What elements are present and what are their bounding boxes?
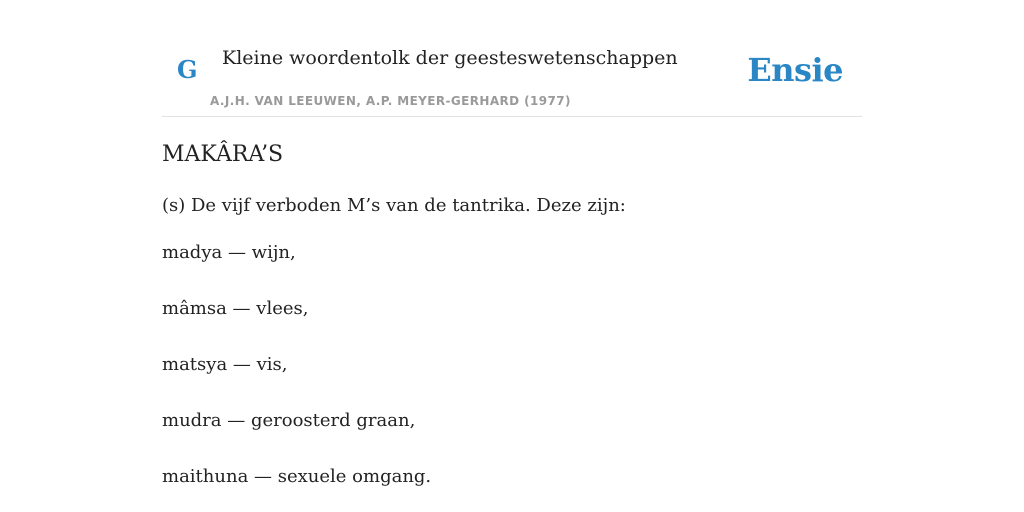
entry-title: MAKÂRA’S — [162, 142, 284, 167]
entry-line-matsya: matsya — vis, — [162, 354, 288, 375]
book-title-link[interactable]: Kleine woordentolk der geesteswetenschappen — [222, 47, 678, 69]
entry-line-mamsa: mâmsa — vlees, — [162, 298, 309, 319]
entry-line-maithuna: maithuna — sexuele omgang. — [162, 466, 432, 487]
entry-intro: (s) De vijf verboden M’s van de tantrika. Deze zijn: — [162, 195, 626, 216]
entry-line-mudra: mudra — geroosterd graan, — [162, 410, 416, 431]
page-header — [162, 0, 862, 117]
entry-page — [162, 0, 862, 487]
entry-line-madya: madya — wijn, — [162, 242, 296, 263]
book-letter-icon[interactable]: G — [177, 55, 198, 84]
ensie-logo-link[interactable]: Ensie — [747, 51, 843, 89]
book-authors: A.J.H. VAN LEEUWEN, A.P. MEYER-GERHARD (1977) — [210, 94, 571, 108]
